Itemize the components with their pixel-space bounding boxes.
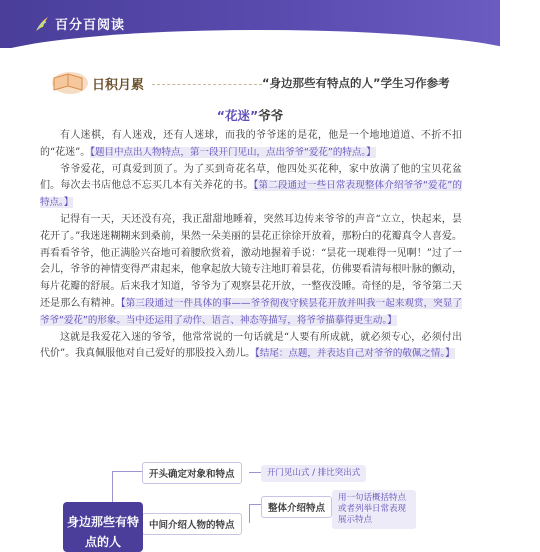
paragraph-text: 这就是我爱花入迷的爷爷，他常常说的一句话就是“人要有所成就，就必须专心，必须付出代价”。我真佩服他对自己爱好的那股投入劲儿。 bbox=[40, 331, 462, 360]
column-header bbox=[0, 70, 500, 96]
mind-map-root: 身边那些有特点的人 bbox=[63, 502, 143, 552]
mind-map-branch-opening: 开头确定对象和特点 bbox=[142, 462, 242, 484]
paragraph-text: 记得有一天，天还没有亮，我正甜甜地睡着，突然耳边传来爷爷的声音“立立，快起来，昙花开了。”我迷迷糊糊来到桑前，果然一朵美丽的昙花正徐徐开放着，那粉白的花瓣真令人喜爱。再看看爷爷，他正满脸兴奋地可着腰欣赏着，激动地握着手说：“昙花一现难得一见啊！”过了一会儿，爷爷的神情变得严肃起来，他拿起放大镜专注地盯着昙花，仿佛要看清每根叶脉的颤动，每片花瓣的舒展。后来我才知道，爷爷为了观察昙花开放，一整夜没睡。奇怪的是，爷爷第二天还是那么有精神。 bbox=[40, 213, 462, 309]
essay-paragraph bbox=[40, 162, 462, 212]
essay-body bbox=[40, 128, 462, 363]
mind-map bbox=[0, 452, 500, 549]
essay-paragraph bbox=[40, 330, 462, 364]
paragraph-text: 有人迷棋，有人迷戏，还有人迷球，而我的爷爷迷的是花，他是一个地地道道、不折不扣的“花迷”。 bbox=[40, 130, 462, 158]
header-divider bbox=[152, 84, 262, 85]
essay-title-suffix: 爷爷 bbox=[258, 108, 284, 123]
mind-map-leaf-overall: 用一句话概括特点或者列举日常表现展示特点 bbox=[332, 490, 416, 529]
mind-map-leaf-opening: 开门见山式 / 排比突出式 bbox=[261, 465, 366, 482]
essay-paragraph bbox=[40, 128, 462, 162]
mind-map-sub-overall: 整体介绍特点 bbox=[261, 496, 332, 518]
essay-title-prefix: “花迷” bbox=[216, 108, 259, 123]
brand-name: 百分百阅读 bbox=[55, 18, 126, 33]
column-name: 日积月累 bbox=[92, 78, 145, 93]
banner-curve bbox=[0, 30, 540, 70]
connector bbox=[249, 472, 261, 473]
column-subtitle: “身边那些有特点的人”学生习作参考 bbox=[262, 76, 450, 90]
hummingbird-icon bbox=[34, 15, 50, 33]
essay-paragraph bbox=[40, 212, 462, 330]
top-banner bbox=[0, 0, 500, 48]
brand-logo bbox=[34, 14, 125, 33]
essay-title bbox=[0, 106, 500, 124]
paragraph-note: 【第二段通过一些日常表现整体介绍爷爷“爱花”的特点。】 bbox=[40, 180, 462, 209]
open-book-icon bbox=[48, 70, 88, 96]
paragraph-note: 【题目中点出人物特点，第一段开门见山，点出爷爷“爱花”的特点。】 bbox=[90, 146, 376, 158]
paragraph-note: 【结尾：点题，并表达自己对爷爷的敬佩之情。】 bbox=[255, 348, 455, 360]
mind-map-branch-middle: 中间介绍人物的特点 bbox=[142, 513, 242, 535]
paragraph-text: 爷爷爱花，可真爱到顶了。为了买到奇花名草，他四处买花种，家中放满了他的宝贝花盆们。每次去书店他总不忘买几本有关养花的书。 bbox=[40, 163, 462, 192]
paragraph-note: 【第三段通过一件具体的事——爷爷彻夜守候昙花开放并叫我一起来观赏，突显了爷爷“爱花”的形象。当中还运用了动作、语言、神态等描写，将爷爷描摹得更生动。】 bbox=[40, 297, 462, 326]
